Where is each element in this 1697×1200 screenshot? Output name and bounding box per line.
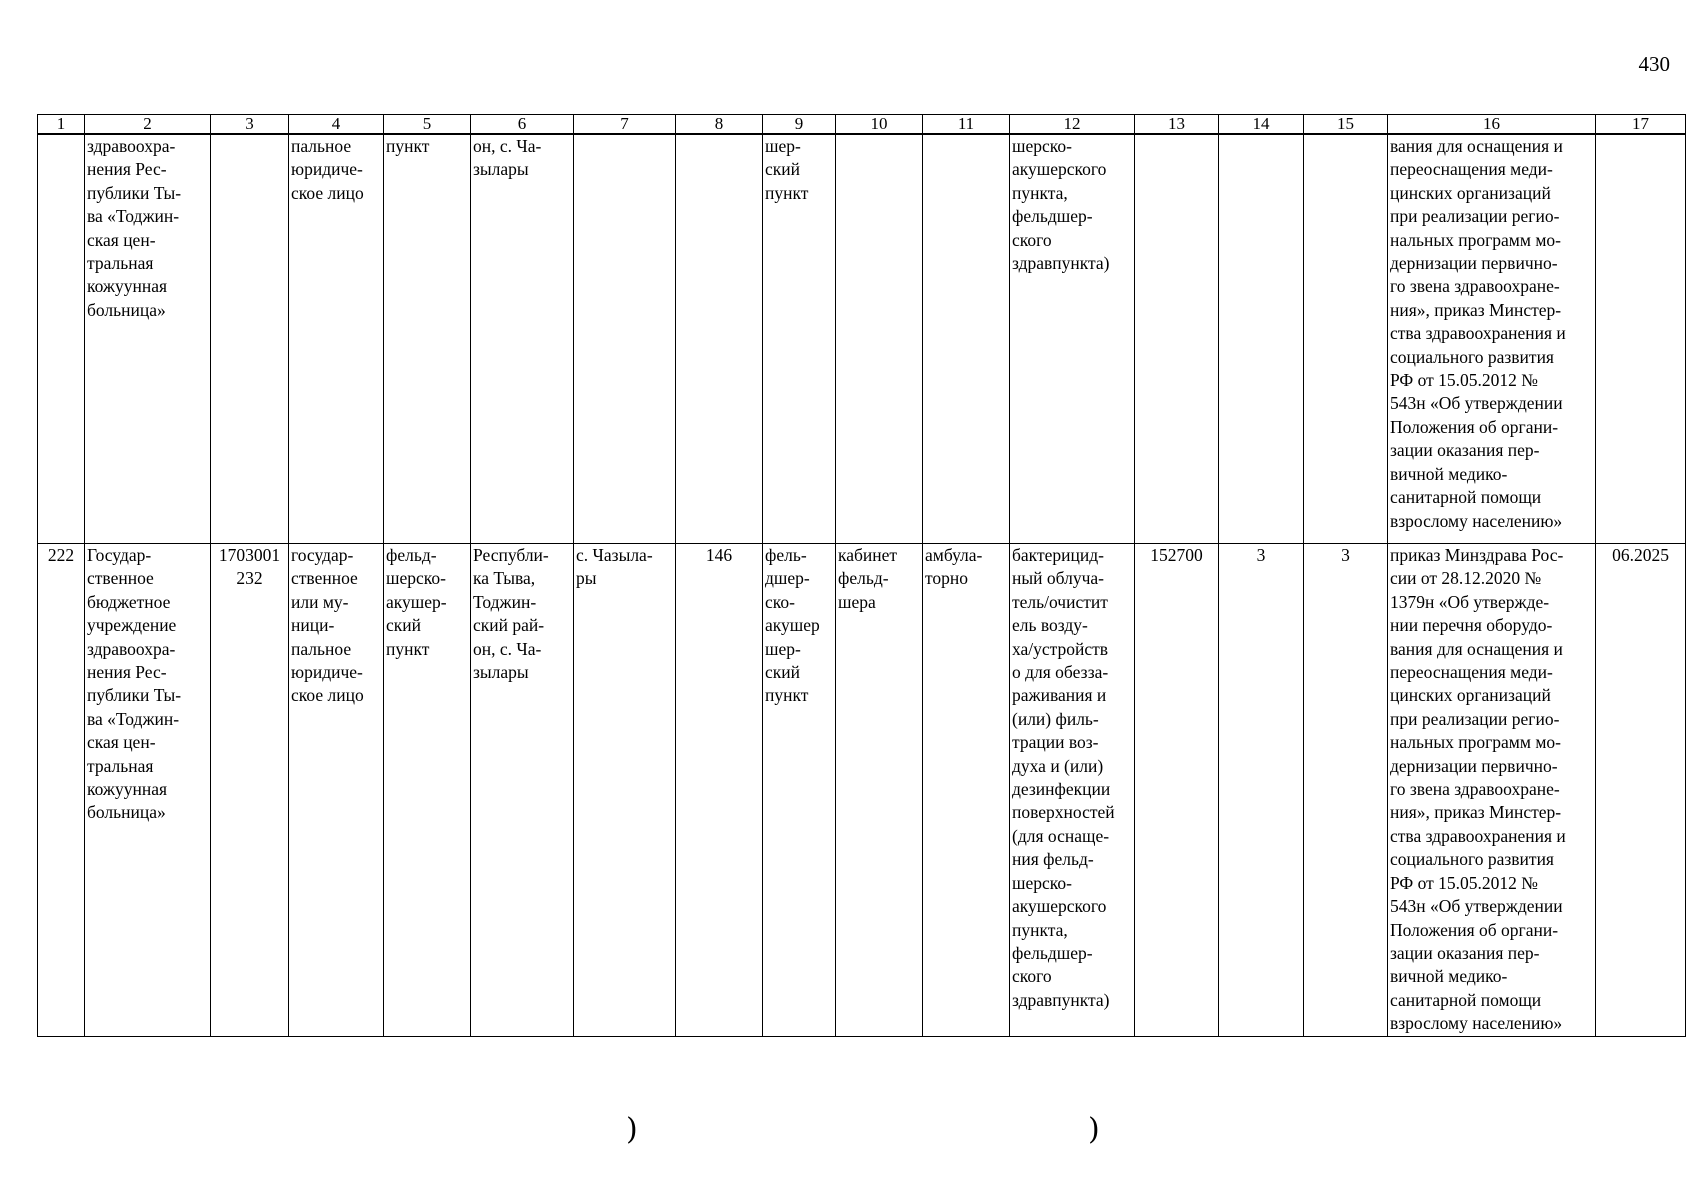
regulation-cell: приказ Минздрава Рос- сии от 28.12.2020 № 1379н «Об утвержде- нии перечня оборудо- вания для оснащения и переоснащения меди- цинских организаций при реализации регио- нальных программ мо- дернизации первично- го звена здравоохране- ния», приказ Минстер- ства здравоохранения и социального развития РФ от 15.05.2012 № 543н «Об утверждении Положения об органи- зации оказания пер- вичной медико- санитарной помощи взрослому населению» (1388, 544, 1596, 1037)
column-header: 14 (1219, 115, 1304, 135)
quantity-cell (1219, 134, 1304, 544)
column-header: 12 (1010, 115, 1135, 135)
organization-cell: Государ- ственное бюджетное учреждение здравоохра- нения Рес- публики Ты- ва «Тоджин- ская цен- тральная кожуунная больница» (85, 544, 211, 1037)
address-cell: Республи- ка Тыва, Тоджин- ский рай- он, с. Ча- зылары (471, 544, 574, 1037)
quantity-cell: 3 (1219, 544, 1304, 1037)
inn-cell (211, 134, 289, 544)
regulation-cell: вания для оснащения и переоснащения меди- цинских организаций при реализации регио- нальных программ мо- дернизации первично- го звена здравоохране- ния», приказ Минстер- ства здравоохранения и социального развития РФ от 15.05.2012 № 543н «Об утверждении Положения об органи- зации оказания пер- вичной медико- санитарной помощи взрослому населению» (1388, 134, 1596, 544)
care-conditions-cell: амбула- торно (923, 544, 1010, 1037)
date-cell (1596, 134, 1686, 544)
code-cell (1135, 134, 1219, 544)
column-header: 17 (1596, 115, 1686, 135)
column-header: 6 (471, 115, 574, 135)
column-header: 7 (574, 115, 676, 135)
table-row (38, 134, 1686, 544)
address-cell: он, с. Ча- зылары (471, 134, 574, 544)
column-header: 13 (1135, 115, 1219, 135)
subdivision-cell: фель- дшер- ско- акушер шер- ский пункт (763, 544, 836, 1037)
quantity-cell (1304, 134, 1388, 544)
column-header: 1 (38, 115, 85, 135)
unit-type-cell: пункт (384, 134, 471, 544)
legal-form-cell: государ- ственное или му- ници- пальное юридиче- ское лицо (289, 544, 384, 1037)
equipment-cell: шерско- акушерского пункта, фельдшер- ского здравпункта) (1010, 134, 1135, 544)
row-number-cell (38, 134, 85, 544)
column-header: 10 (836, 115, 923, 135)
population-cell: 146 (676, 544, 763, 1037)
quantity-cell: 3 (1304, 544, 1388, 1037)
page-number: 430 (1638, 52, 1670, 76)
header-row (38, 115, 1686, 135)
care-conditions-cell (923, 134, 1010, 544)
column-header: 15 (1304, 115, 1388, 135)
equipment-cell: бактерицид- ный облуча- тель/очистит ель возду- ха/устройств о для обезза- раживания и (или) филь- трации воз- духа и (или) дезинфекции поверхностей (для оснаще- ния фельд- шерско- акушерского пункта, фельдшер- ского здравпункта) (1010, 544, 1135, 1037)
column-header: 8 (676, 115, 763, 135)
column-header: 11 (923, 115, 1010, 135)
settlement-cell: с. Чазыла- ры (574, 544, 676, 1037)
date-cell: 06.2025 (1596, 544, 1686, 1037)
column-header: 2 (85, 115, 211, 135)
row-number-cell: 222 (38, 544, 85, 1037)
organization-cell: здравоохра- нения Рес- публики Ты- ва «Тоджин- ская цен- тральная кожуунная больница» (85, 134, 211, 544)
population-cell (676, 134, 763, 544)
scan-mark-left: ) (626, 1112, 638, 1147)
column-header: 3 (211, 115, 289, 135)
legal-form-cell: пальное юридиче- ское лицо (289, 134, 384, 544)
room-cell (836, 134, 923, 544)
scan-mark-right: ) (1088, 1112, 1100, 1147)
settlement-cell (574, 134, 676, 544)
code-cell: 152700 (1135, 544, 1219, 1037)
column-header: 5 (384, 115, 471, 135)
equipment-table (37, 114, 1686, 1037)
column-header: 4 (289, 115, 384, 135)
unit-type-cell: фельд- шерско- акушер- ский пункт (384, 544, 471, 1037)
table-row (38, 544, 1686, 1037)
column-header: 16 (1388, 115, 1596, 135)
inn-cell: 1703001 232 (211, 544, 289, 1037)
subdivision-cell: шер- ский пункт (763, 134, 836, 544)
column-header: 9 (763, 115, 836, 135)
room-cell: кабинет фельд- шера (836, 544, 923, 1037)
